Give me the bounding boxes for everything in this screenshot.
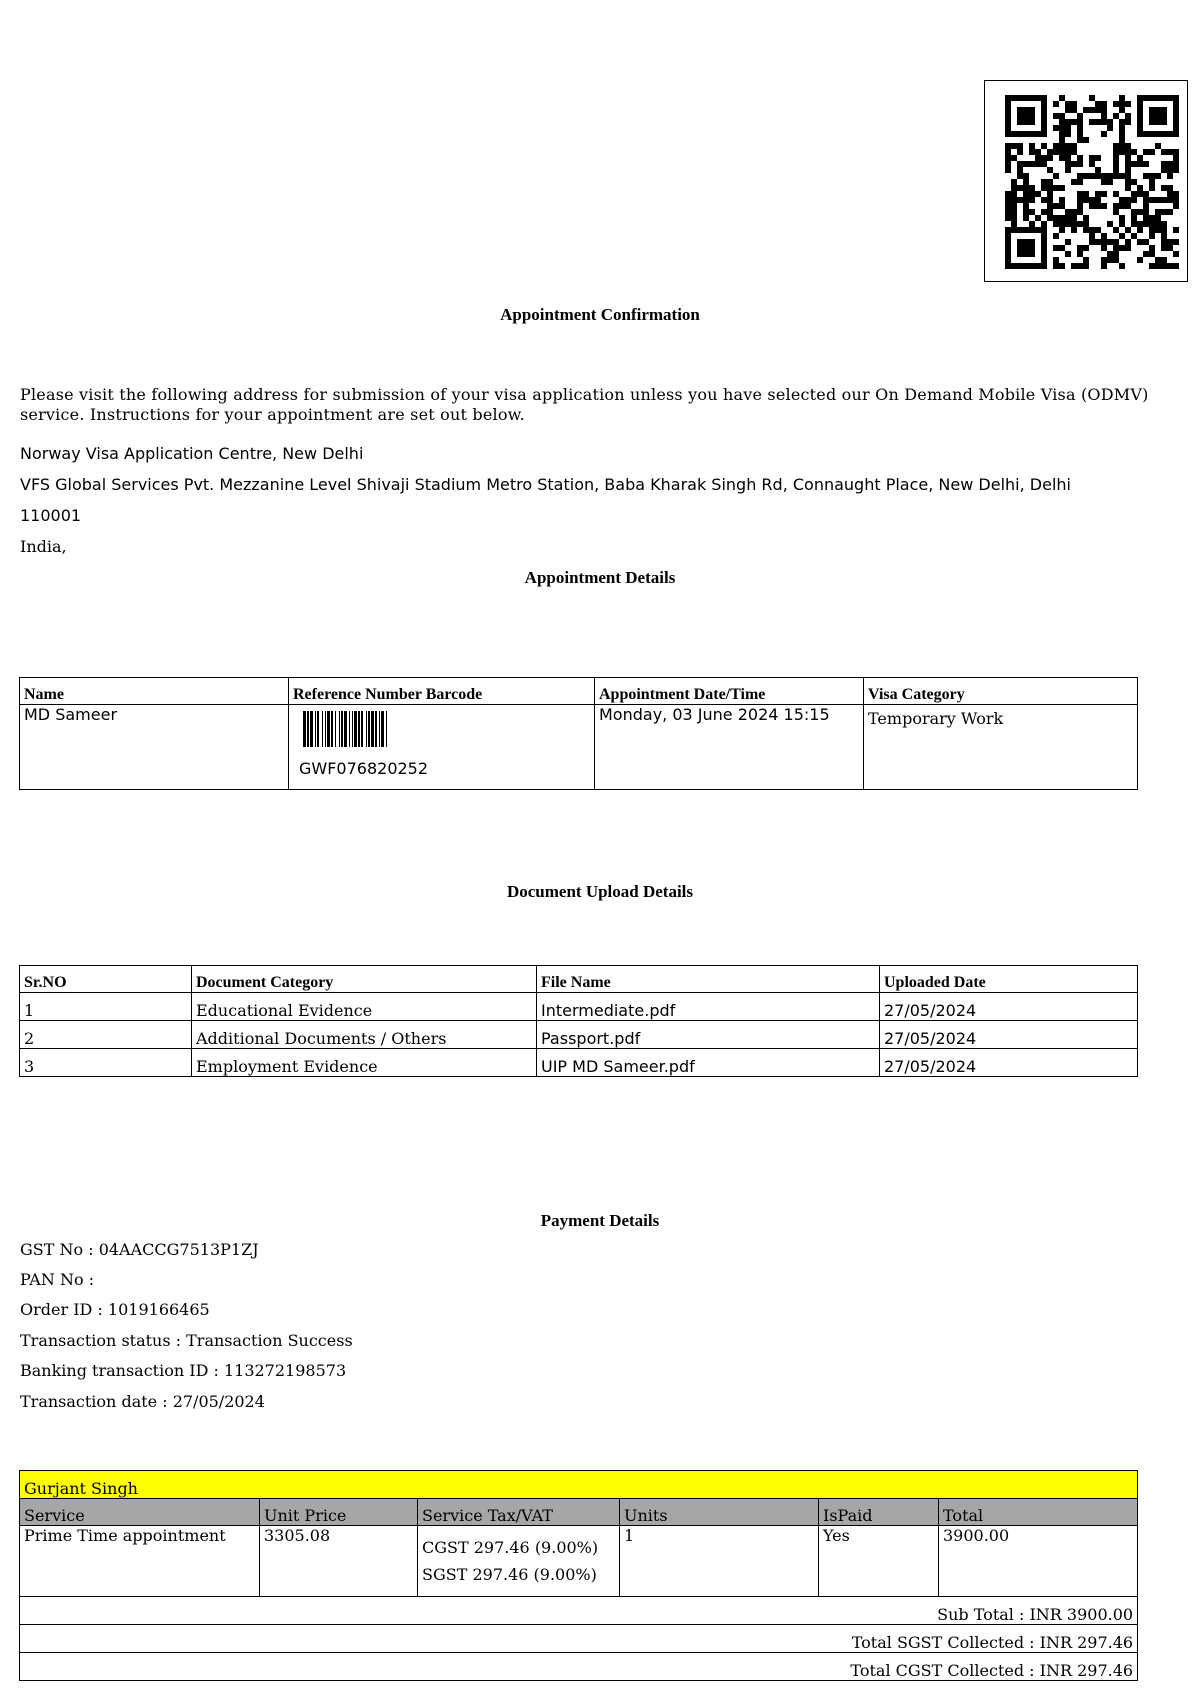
reference-number: GWF076820252	[299, 759, 429, 778]
address-line: VFS Global Services Pvt. Mezzanine Level Shivaji Stadium Metro Station, Baba Kharak Singh Rd, Connaught Place, New Delhi, Delhi	[20, 475, 1071, 494]
row-date: 27/05/2024	[880, 993, 1138, 1021]
transaction-date: Transaction date : 27/05/2024	[20, 1392, 265, 1411]
header-service-tax: Service Tax/VAT	[418, 1499, 620, 1526]
table-row	[20, 1526, 1138, 1597]
tax-cell	[418, 1526, 620, 1597]
centre-name: Norway Visa Application Centre, New Delhi	[20, 444, 364, 463]
row-sr: 1	[20, 993, 192, 1021]
header-reference: Reference Number Barcode	[289, 678, 595, 705]
row-file: UIP MD Sameer.pdf	[537, 1049, 880, 1077]
header-file-name: File Name	[537, 966, 880, 993]
cgst-total: Total CGST Collected : INR 297.46	[20, 1653, 1138, 1681]
sub-total: Sub Total : INR 3900.00	[20, 1597, 1138, 1625]
units: 1	[620, 1526, 819, 1597]
service-name: Prime Time appointment	[20, 1526, 260, 1597]
cgst-line: CGST 297.46 (9.00%)	[422, 1538, 599, 1557]
document-table	[19, 965, 1138, 1077]
header-visa-category: Visa Category	[864, 678, 1138, 705]
applicant-name: MD Sameer	[20, 705, 289, 790]
appointment-details-heading: Appointment Details	[524, 568, 676, 587]
header-is-paid: IsPaid	[819, 1499, 939, 1526]
address-postcode: 110001	[20, 506, 82, 525]
table-row	[20, 993, 1138, 1021]
is-paid: Yes	[819, 1526, 939, 1597]
appointment-datetime: Monday, 03 June 2024 15:15	[595, 705, 864, 790]
row-category: Educational Evidence	[192, 993, 537, 1021]
page-title: Appointment Confirmation	[500, 305, 700, 324]
address-country: India,	[20, 537, 67, 556]
table-row	[20, 1021, 1138, 1049]
row-date: 27/05/2024	[880, 1021, 1138, 1049]
appointment-table	[19, 677, 1138, 790]
reference-cell	[289, 705, 595, 790]
transaction-status: Transaction status : Transaction Success	[20, 1331, 353, 1350]
header-uploaded-date: Uploaded Date	[880, 966, 1138, 993]
pan-number: PAN No :	[20, 1270, 95, 1289]
order-id: Order ID : 1019166465	[20, 1300, 210, 1319]
header-name: Name	[20, 678, 289, 705]
banking-transaction-id: Banking transaction ID : 113272198573	[20, 1361, 347, 1380]
header-service: Service	[20, 1499, 260, 1526]
row-category: Additional Documents / Others	[192, 1021, 537, 1049]
row-category: Employment Evidence	[192, 1049, 537, 1077]
row-date: 27/05/2024	[880, 1049, 1138, 1077]
gst-number: GST No : 04AACCG7513P1ZJ	[20, 1240, 259, 1259]
payment-details-heading: Payment Details	[540, 1211, 660, 1230]
sgst-total: Total SGST Collected : INR 297.46	[20, 1625, 1138, 1653]
row-file: Passport.pdf	[537, 1021, 880, 1049]
table-row	[20, 1049, 1138, 1077]
header-sr-no: Sr.NO	[20, 966, 192, 993]
unit-price: 3305.08	[260, 1526, 418, 1597]
header-document-category: Document Category	[192, 966, 537, 993]
row-sr: 3	[20, 1049, 192, 1077]
visa-category: Temporary Work	[864, 705, 1138, 790]
payment-table	[19, 1470, 1138, 1681]
document-upload-heading: Document Upload Details	[506, 882, 694, 901]
intro-text: Please visit the following address for submission of your visa application unless you have selected our On Demand Mobile Visa (ODMV) service. Instructions for your appointment are set out below.	[20, 385, 1149, 424]
sgst-line: SGST 297.46 (9.00%)	[422, 1565, 597, 1584]
payer-name: Gurjant Singh	[20, 1471, 1138, 1499]
header-datetime: Appointment Date/Time	[595, 678, 864, 705]
row-sr: 2	[20, 1021, 192, 1049]
header-unit-price: Unit Price	[260, 1499, 418, 1526]
row-file: Intermediate.pdf	[537, 993, 880, 1021]
header-units: Units	[620, 1499, 819, 1526]
item-total: 3900.00	[939, 1526, 1138, 1597]
reference-barcode	[299, 711, 471, 747]
header-total: Total	[939, 1499, 1138, 1526]
qr-code	[984, 80, 1188, 282]
